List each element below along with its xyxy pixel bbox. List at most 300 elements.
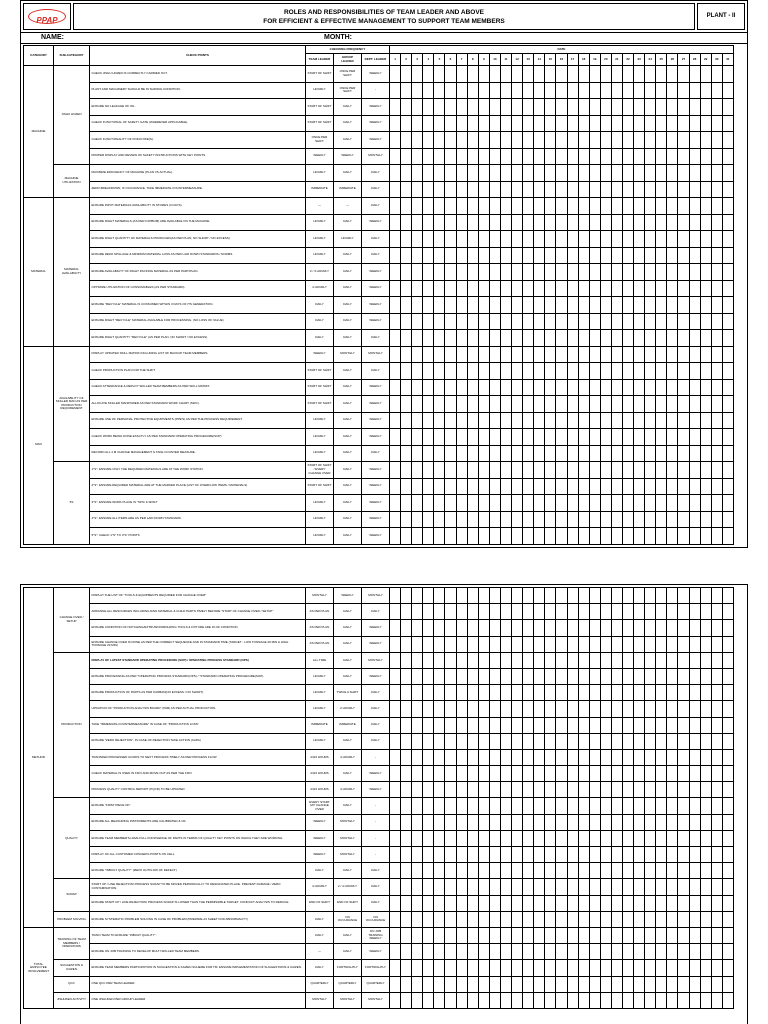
day-check-cell[interactable] (467, 148, 478, 165)
day-check-cell[interactable] (656, 363, 667, 380)
day-check-cell[interactable] (678, 588, 689, 604)
day-check-cell[interactable] (500, 814, 511, 830)
day-check-cell[interactable] (478, 620, 489, 636)
day-check-cell[interactable] (578, 960, 589, 976)
day-check-cell[interactable] (467, 927, 478, 943)
day-check-cell[interactable] (545, 847, 556, 863)
day-check-cell[interactable] (523, 247, 534, 264)
day-check-cell[interactable] (711, 976, 722, 992)
day-check-cell[interactable] (589, 181, 600, 198)
day-check-cell[interactable] (689, 652, 700, 668)
day-check-cell[interactable] (645, 717, 656, 733)
day-check-cell[interactable] (722, 445, 733, 462)
day-check-cell[interactable] (434, 992, 445, 1008)
day-check-cell[interactable] (622, 511, 633, 528)
day-check-cell[interactable] (578, 814, 589, 830)
day-check-cell[interactable] (722, 214, 733, 231)
day-check-cell[interactable] (678, 911, 689, 927)
day-check-cell[interactable] (645, 620, 656, 636)
day-check-cell[interactable] (656, 701, 667, 717)
day-check-cell[interactable] (401, 814, 412, 830)
day-check-cell[interactable] (489, 960, 500, 976)
day-check-cell[interactable] (401, 396, 412, 413)
day-check-cell[interactable] (545, 462, 556, 479)
day-check-cell[interactable] (645, 198, 656, 215)
day-check-cell[interactable] (611, 346, 622, 363)
day-check-cell[interactable] (656, 766, 667, 782)
day-check-cell[interactable] (578, 363, 589, 380)
day-check-cell[interactable] (467, 247, 478, 264)
day-check-cell[interactable] (423, 181, 434, 198)
day-check-cell[interactable] (589, 148, 600, 165)
day-check-cell[interactable] (645, 782, 656, 798)
day-check-cell[interactable] (700, 863, 711, 879)
day-check-cell[interactable] (667, 960, 678, 976)
day-check-cell[interactable] (390, 495, 401, 512)
day-check-cell[interactable] (489, 701, 500, 717)
day-check-cell[interactable] (722, 620, 733, 636)
day-check-cell[interactable] (545, 198, 556, 215)
day-check-cell[interactable] (611, 814, 622, 830)
day-check-cell[interactable] (390, 701, 401, 717)
day-check-cell[interactable] (401, 346, 412, 363)
day-check-cell[interactable] (656, 879, 667, 895)
day-check-cell[interactable] (578, 685, 589, 701)
day-check-cell[interactable] (689, 115, 700, 132)
day-check-cell[interactable] (434, 798, 445, 814)
day-check-cell[interactable] (711, 247, 722, 264)
day-check-cell[interactable] (445, 181, 456, 198)
day-check-cell[interactable] (512, 462, 523, 479)
day-check-cell[interactable] (611, 863, 622, 879)
day-check-cell[interactable] (711, 115, 722, 132)
day-check-cell[interactable] (534, 511, 545, 528)
day-check-cell[interactable] (467, 82, 478, 99)
day-check-cell[interactable] (456, 976, 467, 992)
day-check-cell[interactable] (689, 363, 700, 380)
day-check-cell[interactable] (600, 733, 611, 749)
day-check-cell[interactable] (467, 830, 478, 846)
day-check-cell[interactable] (401, 927, 412, 943)
day-check-cell[interactable] (545, 782, 556, 798)
day-check-cell[interactable] (578, 749, 589, 765)
day-check-cell[interactable] (500, 528, 511, 545)
day-check-cell[interactable] (390, 668, 401, 684)
day-check-cell[interactable] (645, 495, 656, 512)
day-check-cell[interactable] (423, 379, 434, 396)
day-check-cell[interactable] (611, 992, 622, 1008)
day-check-cell[interactable] (622, 636, 633, 652)
day-check-cell[interactable] (478, 66, 489, 83)
day-check-cell[interactable] (534, 132, 545, 149)
day-check-cell[interactable] (512, 814, 523, 830)
day-check-cell[interactable] (545, 181, 556, 198)
day-check-cell[interactable] (700, 247, 711, 264)
day-check-cell[interactable] (401, 280, 412, 297)
day-check-cell[interactable] (722, 396, 733, 413)
day-check-cell[interactable] (500, 668, 511, 684)
day-check-cell[interactable] (700, 148, 711, 165)
day-check-cell[interactable] (567, 717, 578, 733)
day-check-cell[interactable] (634, 668, 645, 684)
day-check-cell[interactable] (434, 944, 445, 960)
day-check-cell[interactable] (434, 588, 445, 604)
day-check-cell[interactable] (634, 66, 645, 83)
day-check-cell[interactable] (434, 198, 445, 215)
day-check-cell[interactable] (589, 685, 600, 701)
day-check-cell[interactable] (390, 944, 401, 960)
day-check-cell[interactable] (578, 379, 589, 396)
day-check-cell[interactable] (611, 412, 622, 429)
day-check-cell[interactable] (423, 82, 434, 99)
day-check-cell[interactable] (722, 798, 733, 814)
day-check-cell[interactable] (567, 830, 578, 846)
day-check-cell[interactable] (534, 701, 545, 717)
day-check-cell[interactable] (412, 652, 423, 668)
day-check-cell[interactable] (645, 214, 656, 231)
day-check-cell[interactable] (423, 717, 434, 733)
day-check-cell[interactable] (489, 99, 500, 116)
day-check-cell[interactable] (523, 636, 534, 652)
day-check-cell[interactable] (500, 231, 511, 248)
day-check-cell[interactable] (667, 944, 678, 960)
day-check-cell[interactable] (445, 346, 456, 363)
day-check-cell[interactable] (711, 620, 722, 636)
day-check-cell[interactable] (656, 636, 667, 652)
day-check-cell[interactable] (545, 82, 556, 99)
day-check-cell[interactable] (412, 927, 423, 943)
day-check-cell[interactable] (390, 99, 401, 116)
day-check-cell[interactable] (523, 733, 534, 749)
day-check-cell[interactable] (556, 99, 567, 116)
day-check-cell[interactable] (589, 412, 600, 429)
day-check-cell[interactable] (412, 165, 423, 182)
day-check-cell[interactable] (456, 652, 467, 668)
day-check-cell[interactable] (667, 346, 678, 363)
day-check-cell[interactable] (467, 99, 478, 116)
day-check-cell[interactable] (567, 749, 578, 765)
day-check-cell[interactable] (711, 214, 722, 231)
day-check-cell[interactable] (423, 445, 434, 462)
day-check-cell[interactable] (589, 82, 600, 99)
day-check-cell[interactable] (722, 749, 733, 765)
day-check-cell[interactable] (711, 749, 722, 765)
day-check-cell[interactable] (622, 231, 633, 248)
day-check-cell[interactable] (600, 66, 611, 83)
day-check-cell[interactable] (423, 495, 434, 512)
day-check-cell[interactable] (423, 462, 434, 479)
day-check-cell[interactable] (545, 429, 556, 446)
day-check-cell[interactable] (656, 749, 667, 765)
day-check-cell[interactable] (456, 733, 467, 749)
day-check-cell[interactable] (622, 701, 633, 717)
day-check-cell[interactable] (478, 992, 489, 1008)
day-check-cell[interactable] (567, 976, 578, 992)
day-check-cell[interactable] (556, 944, 567, 960)
day-check-cell[interactable] (523, 181, 534, 198)
day-check-cell[interactable] (401, 528, 412, 545)
day-check-cell[interactable] (534, 992, 545, 1008)
day-check-cell[interactable] (645, 960, 656, 976)
day-check-cell[interactable] (645, 992, 656, 1008)
day-check-cell[interactable] (467, 976, 478, 992)
day-check-cell[interactable] (500, 346, 511, 363)
day-check-cell[interactable] (489, 495, 500, 512)
day-check-cell[interactable] (467, 330, 478, 347)
day-check-cell[interactable] (567, 668, 578, 684)
day-check-cell[interactable] (678, 330, 689, 347)
day-check-cell[interactable] (534, 495, 545, 512)
day-check-cell[interactable] (567, 214, 578, 231)
day-check-cell[interactable] (689, 132, 700, 149)
day-check-cell[interactable] (611, 478, 622, 495)
day-check-cell[interactable] (656, 429, 667, 446)
day-check-cell[interactable] (545, 132, 556, 149)
day-check-cell[interactable] (700, 396, 711, 413)
day-check-cell[interactable] (622, 297, 633, 314)
day-check-cell[interactable] (456, 181, 467, 198)
day-check-cell[interactable] (523, 297, 534, 314)
day-check-cell[interactable] (722, 280, 733, 297)
day-check-cell[interactable] (611, 847, 622, 863)
day-check-cell[interactable] (722, 847, 733, 863)
day-check-cell[interactable] (567, 733, 578, 749)
day-check-cell[interactable] (523, 911, 534, 927)
day-check-cell[interactable] (600, 782, 611, 798)
day-check-cell[interactable] (512, 313, 523, 330)
day-check-cell[interactable] (467, 396, 478, 413)
day-check-cell[interactable] (634, 478, 645, 495)
day-check-cell[interactable] (678, 264, 689, 281)
day-check-cell[interactable] (489, 636, 500, 652)
day-check-cell[interactable] (634, 701, 645, 717)
day-check-cell[interactable] (434, 847, 445, 863)
day-check-cell[interactable] (667, 911, 678, 927)
day-check-cell[interactable] (412, 636, 423, 652)
day-check-cell[interactable] (611, 313, 622, 330)
day-check-cell[interactable] (478, 264, 489, 281)
day-check-cell[interactable] (722, 782, 733, 798)
day-check-cell[interactable] (711, 863, 722, 879)
day-check-cell[interactable] (556, 363, 567, 380)
day-check-cell[interactable] (634, 814, 645, 830)
day-check-cell[interactable] (611, 66, 622, 83)
day-check-cell[interactable] (445, 462, 456, 479)
day-check-cell[interactable] (600, 115, 611, 132)
day-check-cell[interactable] (523, 976, 534, 992)
day-check-cell[interactable] (434, 66, 445, 83)
day-check-cell[interactable] (489, 766, 500, 782)
day-check-cell[interactable] (423, 280, 434, 297)
day-check-cell[interactable] (500, 99, 511, 116)
day-check-cell[interactable] (412, 976, 423, 992)
day-check-cell[interactable] (500, 445, 511, 462)
day-check-cell[interactable] (423, 749, 434, 765)
day-check-cell[interactable] (611, 82, 622, 99)
day-check-cell[interactable] (667, 82, 678, 99)
day-check-cell[interactable] (678, 445, 689, 462)
day-check-cell[interactable] (478, 247, 489, 264)
day-check-cell[interactable] (634, 636, 645, 652)
day-check-cell[interactable] (456, 478, 467, 495)
day-check-cell[interactable] (567, 313, 578, 330)
day-check-cell[interactable] (600, 879, 611, 895)
day-check-cell[interactable] (656, 247, 667, 264)
day-check-cell[interactable] (456, 280, 467, 297)
day-check-cell[interactable] (434, 528, 445, 545)
day-check-cell[interactable] (556, 652, 567, 668)
day-check-cell[interactable] (622, 247, 633, 264)
day-check-cell[interactable] (689, 749, 700, 765)
day-check-cell[interactable] (445, 668, 456, 684)
day-check-cell[interactable] (634, 181, 645, 198)
day-check-cell[interactable] (545, 264, 556, 281)
day-check-cell[interactable] (567, 264, 578, 281)
day-check-cell[interactable] (722, 115, 733, 132)
day-check-cell[interactable] (445, 412, 456, 429)
day-check-cell[interactable] (589, 132, 600, 149)
day-check-cell[interactable] (567, 944, 578, 960)
day-check-cell[interactable] (556, 429, 567, 446)
day-check-cell[interactable] (489, 148, 500, 165)
day-check-cell[interactable] (467, 992, 478, 1008)
day-check-cell[interactable] (711, 992, 722, 1008)
day-check-cell[interactable] (700, 82, 711, 99)
day-check-cell[interactable] (634, 895, 645, 911)
day-check-cell[interactable] (445, 733, 456, 749)
day-check-cell[interactable] (578, 297, 589, 314)
day-check-cell[interactable] (700, 313, 711, 330)
day-check-cell[interactable] (412, 429, 423, 446)
day-check-cell[interactable] (523, 148, 534, 165)
day-check-cell[interactable] (489, 165, 500, 182)
day-check-cell[interactable] (401, 115, 412, 132)
day-check-cell[interactable] (512, 685, 523, 701)
day-check-cell[interactable] (445, 264, 456, 281)
day-check-cell[interactable] (556, 911, 567, 927)
day-check-cell[interactable] (711, 165, 722, 182)
day-check-cell[interactable] (711, 198, 722, 215)
day-check-cell[interactable] (611, 115, 622, 132)
day-check-cell[interactable] (434, 927, 445, 943)
day-check-cell[interactable] (645, 231, 656, 248)
day-check-cell[interactable] (622, 165, 633, 182)
day-check-cell[interactable] (700, 895, 711, 911)
day-check-cell[interactable] (667, 895, 678, 911)
day-check-cell[interactable] (390, 462, 401, 479)
day-check-cell[interactable] (589, 313, 600, 330)
day-check-cell[interactable] (634, 749, 645, 765)
day-check-cell[interactable] (534, 911, 545, 927)
day-check-cell[interactable] (589, 733, 600, 749)
day-check-cell[interactable] (622, 911, 633, 927)
day-check-cell[interactable] (611, 960, 622, 976)
day-check-cell[interactable] (456, 247, 467, 264)
day-check-cell[interactable] (711, 346, 722, 363)
day-check-cell[interactable] (611, 911, 622, 927)
day-check-cell[interactable] (412, 685, 423, 701)
day-check-cell[interactable] (489, 976, 500, 992)
day-check-cell[interactable] (390, 911, 401, 927)
day-check-cell[interactable] (578, 115, 589, 132)
day-check-cell[interactable] (512, 895, 523, 911)
day-check-cell[interactable] (711, 717, 722, 733)
day-check-cell[interactable] (567, 652, 578, 668)
day-check-cell[interactable] (445, 198, 456, 215)
day-check-cell[interactable] (556, 330, 567, 347)
day-check-cell[interactable] (545, 478, 556, 495)
day-check-cell[interactable] (401, 733, 412, 749)
day-check-cell[interactable] (423, 814, 434, 830)
day-check-cell[interactable] (711, 280, 722, 297)
day-check-cell[interactable] (722, 528, 733, 545)
day-check-cell[interactable] (578, 412, 589, 429)
day-check-cell[interactable] (622, 264, 633, 281)
day-check-cell[interactable] (634, 462, 645, 479)
day-check-cell[interactable] (600, 445, 611, 462)
day-check-cell[interactable] (600, 198, 611, 215)
day-check-cell[interactable] (689, 478, 700, 495)
day-check-cell[interactable] (500, 396, 511, 413)
day-check-cell[interactable] (556, 379, 567, 396)
day-check-cell[interactable] (645, 588, 656, 604)
day-check-cell[interactable] (523, 495, 534, 512)
day-check-cell[interactable] (711, 445, 722, 462)
day-check-cell[interactable] (445, 165, 456, 182)
day-check-cell[interactable] (456, 132, 467, 149)
day-check-cell[interactable] (656, 895, 667, 911)
day-check-cell[interactable] (700, 280, 711, 297)
day-check-cell[interactable] (489, 511, 500, 528)
day-check-cell[interactable] (589, 511, 600, 528)
day-check-cell[interactable] (423, 313, 434, 330)
day-check-cell[interactable] (412, 379, 423, 396)
day-check-cell[interactable] (434, 652, 445, 668)
day-check-cell[interactable] (567, 99, 578, 116)
day-check-cell[interactable] (545, 652, 556, 668)
day-check-cell[interactable] (534, 429, 545, 446)
day-check-cell[interactable] (711, 895, 722, 911)
day-check-cell[interactable] (567, 847, 578, 863)
day-check-cell[interactable] (467, 478, 478, 495)
day-check-cell[interactable] (567, 911, 578, 927)
day-check-cell[interactable] (434, 976, 445, 992)
day-check-cell[interactable] (567, 960, 578, 976)
day-check-cell[interactable] (689, 830, 700, 846)
day-check-cell[interactable] (456, 346, 467, 363)
day-check-cell[interactable] (667, 701, 678, 717)
day-check-cell[interactable] (401, 165, 412, 182)
day-check-cell[interactable] (667, 214, 678, 231)
day-check-cell[interactable] (600, 313, 611, 330)
day-check-cell[interactable] (622, 927, 633, 943)
day-check-cell[interactable] (667, 604, 678, 620)
day-check-cell[interactable] (667, 830, 678, 846)
day-check-cell[interactable] (556, 782, 567, 798)
day-check-cell[interactable] (390, 396, 401, 413)
day-check-cell[interactable] (722, 363, 733, 380)
day-check-cell[interactable] (545, 396, 556, 413)
day-check-cell[interactable] (689, 231, 700, 248)
day-check-cell[interactable] (578, 927, 589, 943)
day-check-cell[interactable] (556, 733, 567, 749)
day-check-cell[interactable] (678, 782, 689, 798)
day-check-cell[interactable] (678, 412, 689, 429)
day-check-cell[interactable] (556, 346, 567, 363)
day-check-cell[interactable] (667, 588, 678, 604)
day-check-cell[interactable] (600, 280, 611, 297)
day-check-cell[interactable] (611, 462, 622, 479)
